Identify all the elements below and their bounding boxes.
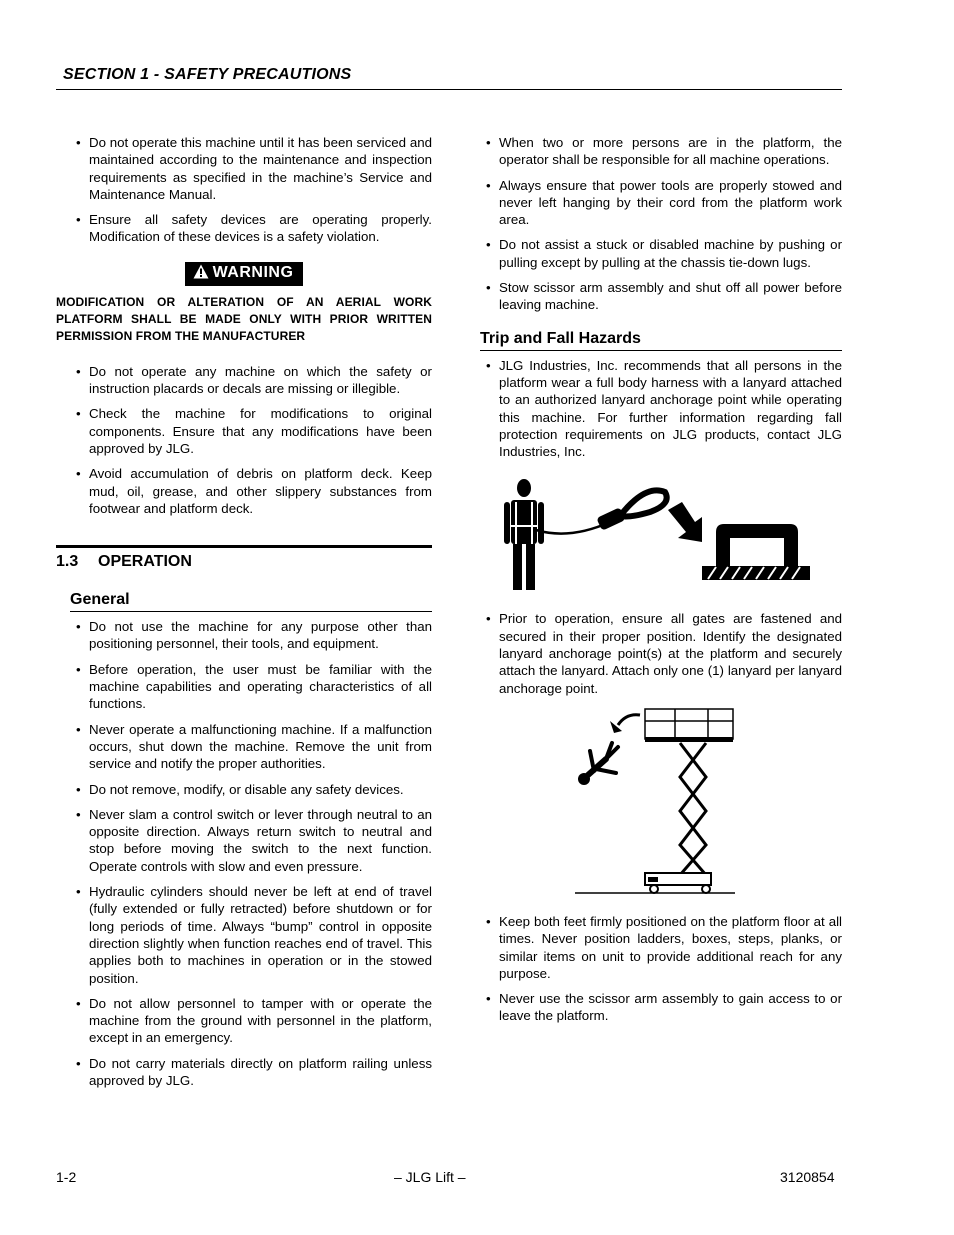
list-item: • Do not remove, modify, or disable any safety devices. (56, 781, 432, 798)
intro-bullet-list (56, 134, 432, 246)
document-number: 3120854 (780, 1169, 835, 1185)
header-rule (56, 89, 842, 90)
list-item: • Do not carry materials directly on platform railing unless approved by JLG. (56, 1055, 432, 1090)
left-column (56, 134, 432, 1097)
list-item: • Do not operate this machine until it has been serviced and maintained according to the maintenance and inspection requirements as specified in the machine’s Service and Maintenance Manual. (56, 134, 432, 203)
list-item: • JLG Industries, Inc. recommends that all persons in the platform wear a full body harness with a lanyard attached to an authorized lanyard anchorage point while operating this machine. For further information regarding fall protection requirements on JLG products, contact JLG Industries, Inc. (480, 357, 842, 461)
bottom-bullet-list (480, 913, 842, 1025)
warning-callout (56, 262, 432, 286)
section-title: OPERATION (98, 553, 192, 571)
list-item: • Always ensure that power tools are properly stowed and never left hanging by their cord from the platform work area. (480, 177, 842, 229)
list-item: • Hydraulic cylinders should never be left at end of travel (fully extended or fully retracted) before shutdown or for long periods of time. Always “bump” control in opposite direction slightly when function reaches end of travel. This applies both to machines in operation or in the stowed position. (56, 883, 432, 987)
warning-triangle-icon (193, 264, 209, 284)
list-item: • Never operate a malfunctioning machine. If a malfunction occurs, shut down the machine. Remove the unit from service and notify the proper authorities. (56, 721, 432, 773)
harness-lanyard-illustration (480, 474, 842, 592)
trip-bullet-list (480, 357, 842, 461)
general-bullet-list (56, 618, 432, 1089)
section-heading-operation (56, 545, 432, 571)
list-item: • Stow scissor arm assembly and shut off all power before leaving machine. (480, 279, 842, 314)
warning-label: WARNING (212, 263, 294, 281)
footer-center: – JLG Lift – (394, 1169, 466, 1185)
after-warning-bullet-list (56, 363, 432, 517)
list-item: • Ensure all safety devices are operating properly. Modification of these devices is a safety violation. (56, 211, 432, 246)
warning-badge (185, 262, 304, 286)
list-item: • Do not use the machine for any purpose other than positioning personnel, their tools, and equipment. (56, 618, 432, 653)
top-bullet-list (480, 134, 842, 314)
list-item: • Check the machine for modifications to original components. Ensure that any modifications have been approved by JLG. (56, 405, 432, 457)
list-item: • Before operation, the user must be familiar with the machine capabilities and operating characteristics of all functions. (56, 661, 432, 713)
list-item: • Prior to operation, ensure all gates are fastened and secured in their proper position. Identify the designated lanyard anchorage point(s) at the platform and securely attach the lanyard. Attach only one (1) lanyard per lanyard anchorage point. (480, 610, 842, 696)
list-item: • Do not allow personnel to tamper with or operate the machine from the ground with personnel in the platform, except in an emergency. (56, 995, 432, 1047)
list-item: • When two or more persons are in the platform, the operator shall be responsible for all machine operations. (480, 134, 842, 169)
list-item: • Keep both feet firmly positioned on the platform floor at all times. Never position ladders, boxes, steps, planks, or similar items on unit to provide additional reach for any purpose. (480, 913, 842, 982)
list-item: • Do not assist a stuck or disabled machine by pushing or pulling except by pulling at the chassis tie-down lugs. (480, 236, 842, 271)
section-header-title: SECTION 1 - SAFETY PRECAUTIONS (63, 66, 352, 83)
section-number: 1.3 (56, 553, 79, 571)
gates-bullet-list (480, 610, 842, 696)
general-heading: General (70, 591, 432, 612)
right-column (480, 134, 842, 1033)
warning-text: MODIFICATION OR ALTERATION OF AN AERIAL WORK PLATFORM SHALL BE MADE ONLY WITH PRIOR WRITTEN PERMISSION FROM THE MANUFACTURER (56, 294, 432, 343)
list-item: • Avoid accumulation of debris on platform deck. Keep mud, oil, grease, and other slippery substances from footwear and platform deck. (56, 465, 432, 517)
list-item: • Never slam a control switch or lever through neutral to an opposite direction. Always return switch to neutral and stop before moving the switch to the next function. Operate controls with slow and even pressure. (56, 806, 432, 875)
page-number: 1-2 (56, 1169, 77, 1185)
list-item: • Never use the scissor arm assembly to gain access to or leave the platform. (480, 990, 842, 1025)
trip-fall-heading: Trip and Fall Hazards (480, 330, 842, 351)
scissor-lift-fall-illustration (480, 707, 842, 897)
list-item: • Do not operate any machine on which the safety or instruction placards or decals are missing or illegible. (56, 363, 432, 398)
